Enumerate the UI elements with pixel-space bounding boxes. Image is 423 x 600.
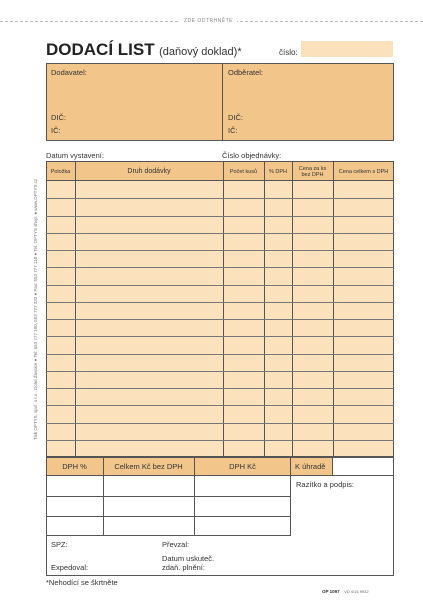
footnote: *Nehodící se škrtněte (46, 578, 118, 587)
supplier-dic-label: DIČ: (51, 113, 66, 122)
col-header-item: Položka (50, 168, 71, 175)
product-code (322, 580, 369, 598)
summary-header-vat-amount: DPH Kč (229, 462, 256, 471)
customer-label: Odběratel: (228, 68, 264, 77)
received-label: Převzal: (162, 540, 190, 549)
col-line (333, 161, 334, 457)
table-row-line (46, 250, 394, 251)
title-sub: (daňový doklad)* (159, 46, 242, 58)
stamp-box (291, 476, 394, 576)
col-header-vat-pct: % DPH (268, 168, 288, 175)
parties-box (46, 63, 394, 141)
table-row-line (46, 423, 394, 424)
parties-divider (222, 63, 223, 141)
table-row-line (46, 319, 394, 320)
customer-dic-label: DIČ: (228, 113, 243, 122)
col-header-description: Druh dodávky (127, 167, 171, 175)
date-issued-label: Datum vystavení: (46, 151, 104, 160)
product-code-meta: VD 4/15 9932 (344, 589, 369, 594)
table-row-line (46, 285, 394, 286)
items-table (46, 161, 394, 457)
col-header-total-price: Cena celkem s DPH (338, 168, 389, 175)
col-line (264, 161, 265, 457)
to-pay-label: K úhradě (295, 462, 326, 471)
col-line (292, 161, 293, 457)
supplier-ic-label: IČ: (51, 126, 61, 135)
to-pay-label-cell (291, 457, 333, 476)
table-row-line (46, 267, 394, 268)
customer-ic-label: IČ: (228, 126, 238, 135)
summary-body (46, 476, 291, 536)
title-main: DODACÍ LIST (46, 40, 155, 59)
number-label: číslo: (279, 48, 298, 57)
table-row-line (46, 198, 394, 199)
spz-label: SPZ: (51, 540, 68, 549)
summary-header-vat-pct: DPH % (62, 462, 87, 471)
number-field[interactable] (301, 41, 393, 57)
order-number-label: Číslo objednávky: (222, 151, 282, 160)
table-row-line (46, 233, 394, 234)
table-row-line (46, 302, 394, 303)
product-code-main: OP 1097 (322, 589, 340, 594)
dispatched-label: Expedoval: (51, 563, 89, 572)
supplier-label: Dodavatel: (51, 68, 87, 77)
to-pay-field[interactable] (333, 457, 394, 476)
table-row-line (46, 371, 394, 372)
table-row-line (46, 440, 394, 441)
col-line (75, 161, 76, 457)
col-header-quantity: Počet kusů (229, 168, 258, 175)
col-line (223, 161, 224, 457)
table-row-line (46, 336, 394, 337)
table-row-line (46, 216, 394, 217)
summary-header-total-net: Celkem Kč bez DPH (114, 462, 183, 471)
table-row-line (46, 354, 394, 355)
date-taxable-label: Datum uskuteč. zdaň. plnění: (162, 554, 215, 572)
summary-row-line (46, 496, 291, 497)
stamp-label: Razítko a podpis: (296, 480, 354, 489)
side-print-info: Tisk OPTYS, spol. s r.o., Dolní Životice ● Tel: 553 777 100, 553 777 333 ● Fax: 553 777 110 ● Tel. OPTYS shop: ● www.OPTYS.cz (33, 178, 38, 440)
page-title (46, 40, 242, 60)
cut-label: ZDE ODTRHNĚTE (180, 18, 237, 24)
summary-row-line (46, 516, 291, 517)
col-header-unit-price: Cena za ks bez DPH (298, 165, 327, 178)
table-row-line (46, 405, 394, 406)
table-row-line (46, 388, 394, 389)
